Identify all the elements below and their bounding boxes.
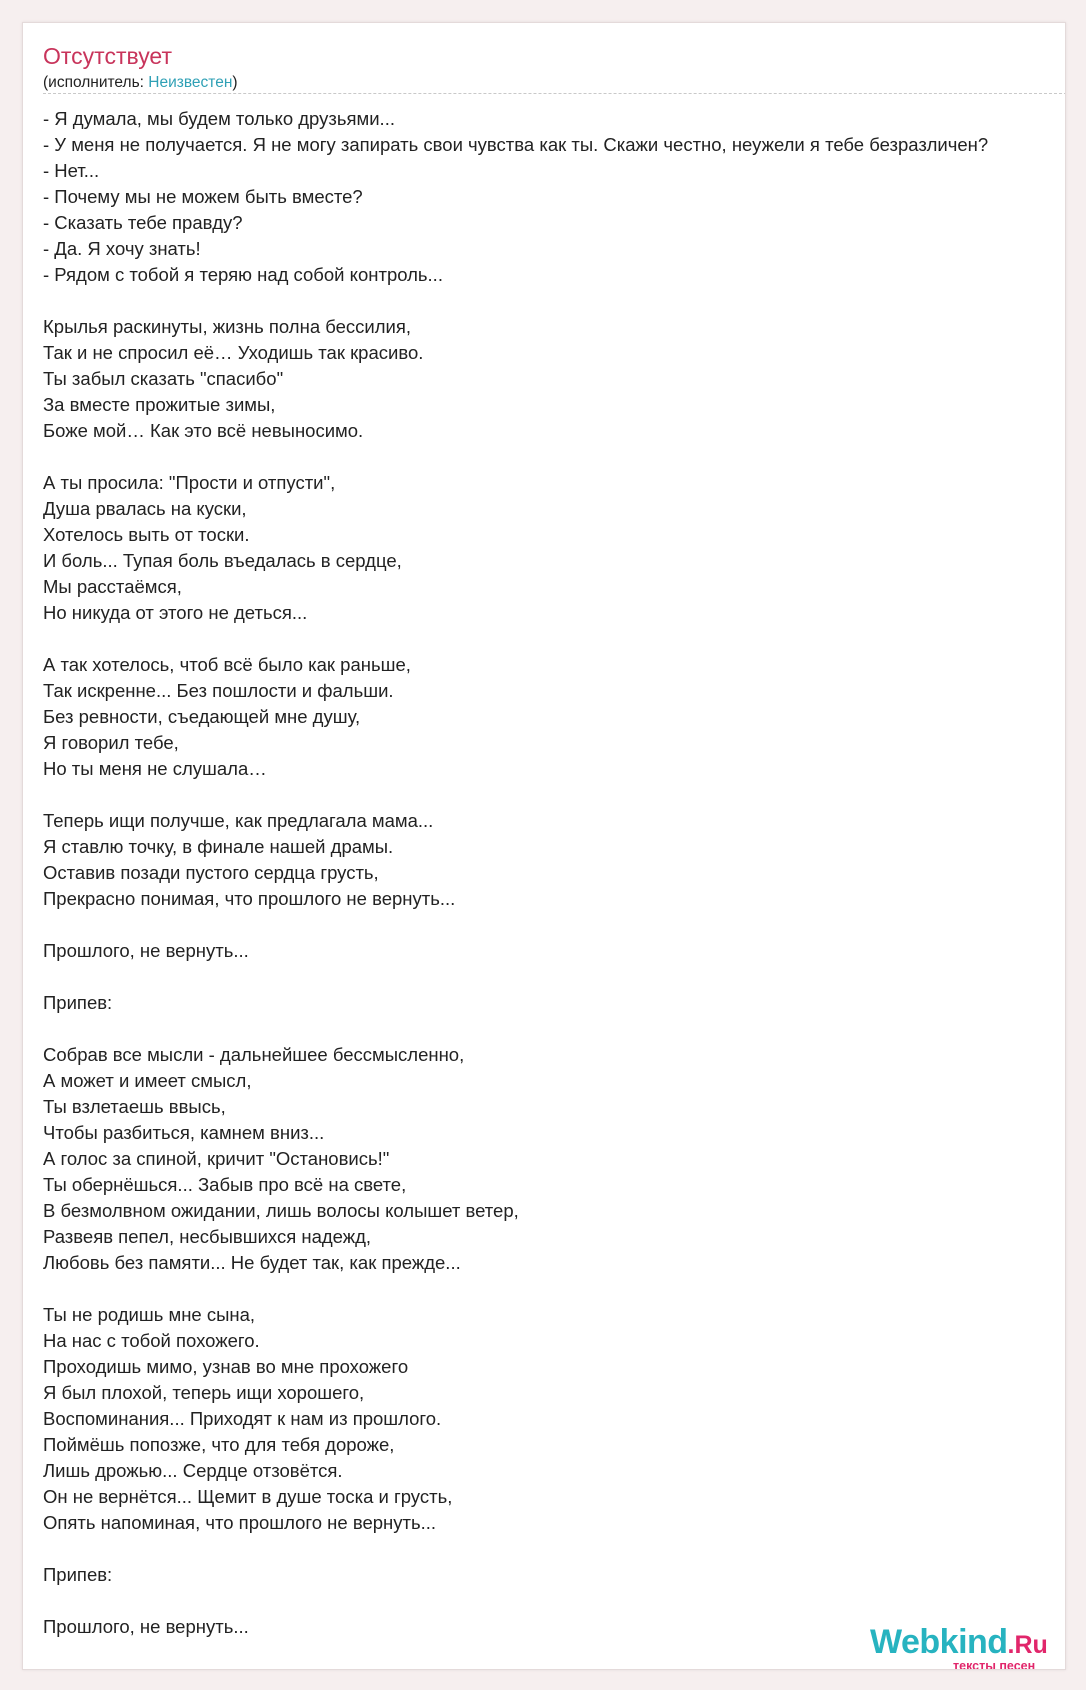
artist-link[interactable]: Неизвестен <box>148 74 233 91</box>
content-panel <box>22 22 1066 1670</box>
artist-suffix: ) <box>232 74 238 91</box>
lyrics-text: - Я думала, мы будем только друзьями... - У меня не получается. Я не могу запирать свои чувства как ты. Скажи честно, неужели я тебе безразличен? - Нет... - Почему мы не можем быть вместе? - Сказать тебе правду? - Да. Я хочу знать! - Рядом с тобой я теряю над собой контроль... Крылья раскинуты, жизнь полна бессилия, Так и не спросил её… Уходишь так красиво. Ты забыл сказать "спасибо" За вместе прожитые зимы, Боже мой… Как это всё невыносимо. А ты просила: "Прости и отпусти", Душа рвалась на куски, Хотелось выть от тоски. И боль... Тупая боль въедалась в сердце, Мы расстаёмся, Но никуда от этого не деться... А так хотелось, чтоб всё было как раньше, Так искренне... Без пошлости и фальши. Без ревности, съедающей мне душу, Я говорил тебе, Но ты меня не слушала… Теперь ищи получше, как предлагала мама... Я ставлю точку, в финале нашей драмы. Оставив позади пустого сердца грусть, Прекрасно понимая, что прошлого не вернуть... Прошлого, не вернуть... Припев: Собрав все мысли - дальнейшее бессмысленно, А может и имеет смысл, Ты взлетаешь ввысь, Чтобы разбиться, камнем вниз... А голос за спиной, кричит "Остановись!" Ты обернёшься... Забыв про всё на свете, В безмолвном ожидании, лишь волосы колышет ветер, Развеяв пепел, несбывшихся надежд, Любовь без памяти... Не будет так, как прежде... Ты не родишь мне сына, На нас с тобой похожего. Проходишь мимо, узнав во мне прохожего Я был плохой, теперь ищи хорошего, Воспоминания... Приходят к нам из прошлого. Поймёшь попозже, что для тебя дороже, Лишь дрожью... Сердце отзовётся. Он не вернётся... Щемит в душе тоска и грусть, Опять напоминая, что прошлого не вернуть... Припев: Прошлого, не вернуть... <box>43 108 989 1637</box>
logo-subtitle: тексты песен <box>953 1659 1036 1670</box>
artist-prefix: (исполнитель: <box>43 74 149 91</box>
header-separator <box>43 93 1066 94</box>
logo-wordmark: Webkind <box>870 1623 1008 1661</box>
site-logo[interactable] <box>870 1623 1048 1670</box>
song-title: Отсутствует <box>43 43 172 69</box>
logo-domain-suffix: .Ru <box>1007 1631 1048 1659</box>
artist-line <box>43 74 238 92</box>
